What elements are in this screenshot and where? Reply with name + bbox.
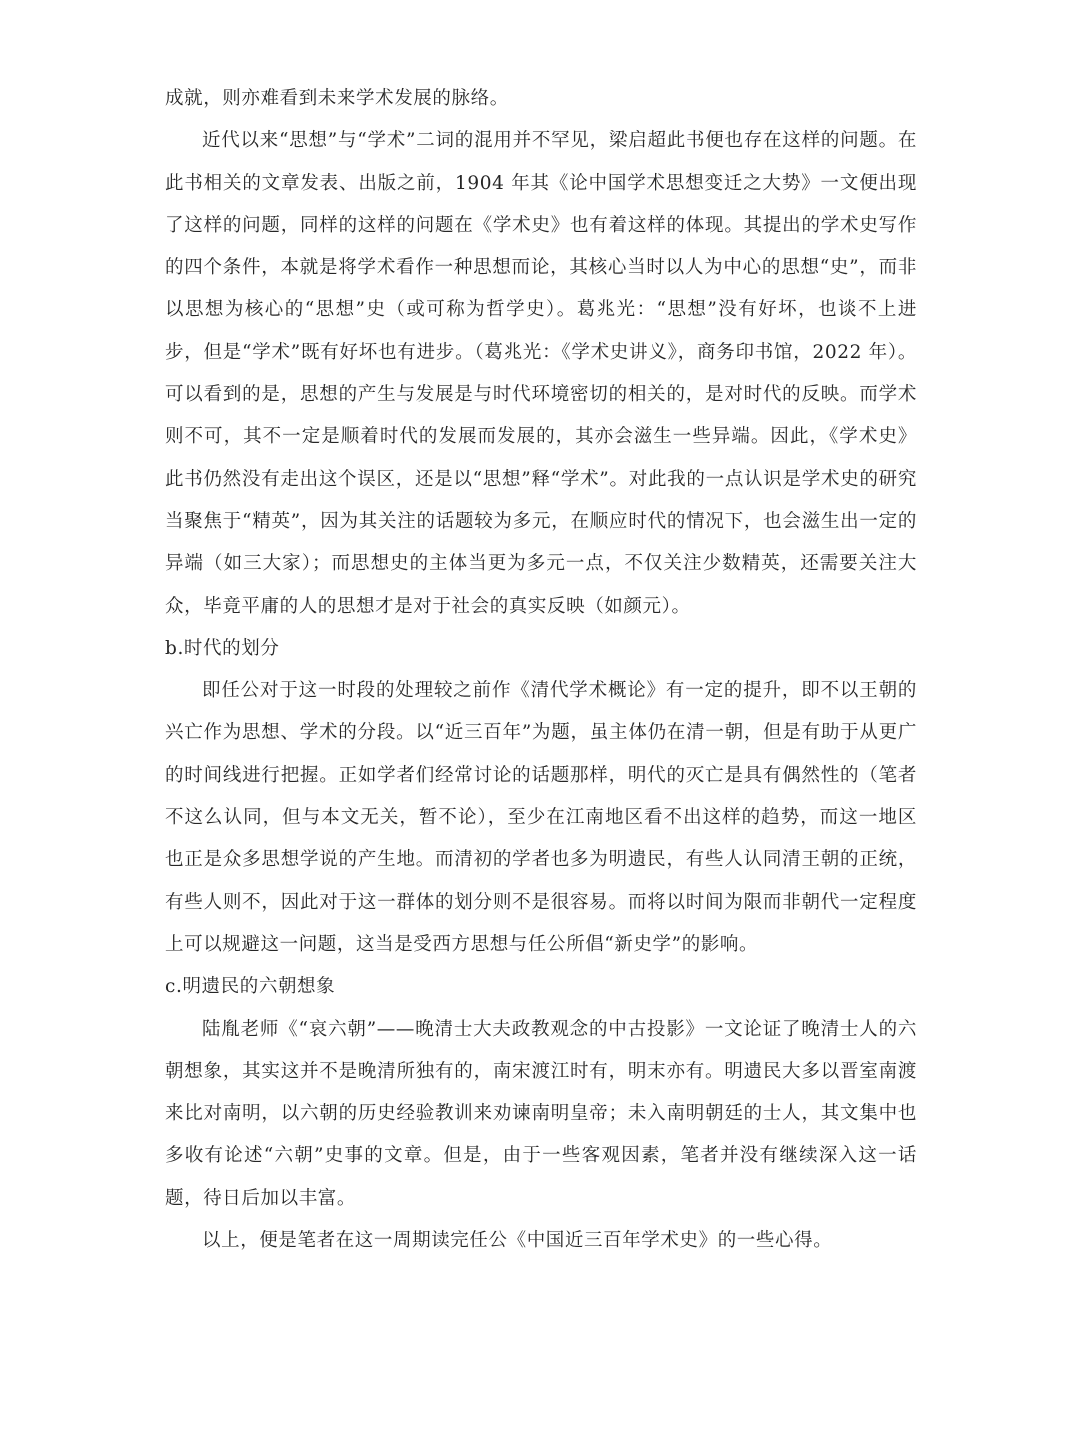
- document-body: [165, 78, 917, 1262]
- body-paragraph-periodization: 即任公对于这一时段的处理较之前作《清代学术概论》有一定的提升，即不以王朝的兴亡作为思想、学术的分段。以“近三百年”为题，虽主体仍在清一朝，但是有助于从更广的时间线进行把握。正如学者们经常讨论的话题那样，明代的灭亡是具有偶然性的（笔者不这么认同，但与本文无关，暂不论），至少在江南地区看不出这样的趋势，而这一地区也正是众多思想学说的产生地。而清初的学者也多为明遗民，有些人认同清王朝的正统，有些人则不，因此对于这一群体的划分则不是很容易。而将以时间为限而非朝代一定程度上可以规避这一问题，这当是受西方思想与任公所倡“新史学”的影响。: [165, 680, 917, 955]
- body-paragraph-terms: 近代以来“思想”与“学术”二词的混用并不罕见，梁启超此书便也存在这样的问题。在此书相关的文章发表、出版之前，1904 年其《论中国学术思想变迁之大势》一文便出现了这样的问题，同样的这样的问题在《学术史》也有着这样的体现。其提出的学术史写作的四个条件，本就是将学术看作一种思想而论，其核心当时以人为中心的思想“史”，而非以思想为核心的“思想”史（或可称为哲学史）。葛兆光：“思想”没有好坏，也谈不上进步，但是“学术”既有好坏也有进步。（葛兆光：《学术史讲义》，商务印书馆，2022 年）。可以看到的是，思想的产生与发展是与时代环境密切的相关的，是对时代的反映。而学术则不可，其不一定是顺着时代的发展而发展的，其亦会滋生一些异端。因此，《学术史》此书仍然没有走出这个误区，还是以“思想”释“学术”。对此我的一点认识是学术史的研究当聚焦于“精英”，因为其关注的话题较为多元，在顺应时代的情况下，也会滋生出一定的异端（如三大家）；而思想史的主体当更为多元一点，不仅关注少数精英，还需要关注大众，毕竟平庸的人的思想才是对于社会的真实反映（如颜元）。: [165, 130, 917, 617]
- continuation-paragraph: 成就，则亦难看到未来学术发展的脉络。: [165, 88, 509, 109]
- section-heading-b: b.时代的划分: [165, 637, 280, 659]
- section-heading-c: c.明遗民的六朝想象: [165, 976, 336, 998]
- closing-paragraph: 以上，便是笔者在这一周期读完任公《中国近三百年学术史》的一些心得。: [202, 1230, 833, 1252]
- body-paragraph-six-dynasties: 陆胤老师《“哀六朝”——晚清士大夫政教观念的中古投影》一文论证了晚清士人的六朝想象，其实这并不是晚清所独有的，南宋渡江时有，明末亦有。明遗民大多以晋室南渡来比对南明，以六朝的历史经验教训来劝谏南明皇帝；未入南明朝廷的士人，其文集中也多收有论述“六朝”史事的文章。但是，由于一些客观因素，笔者并没有继续深入这一话题，待日后加以丰富。: [165, 1018, 917, 1209]
